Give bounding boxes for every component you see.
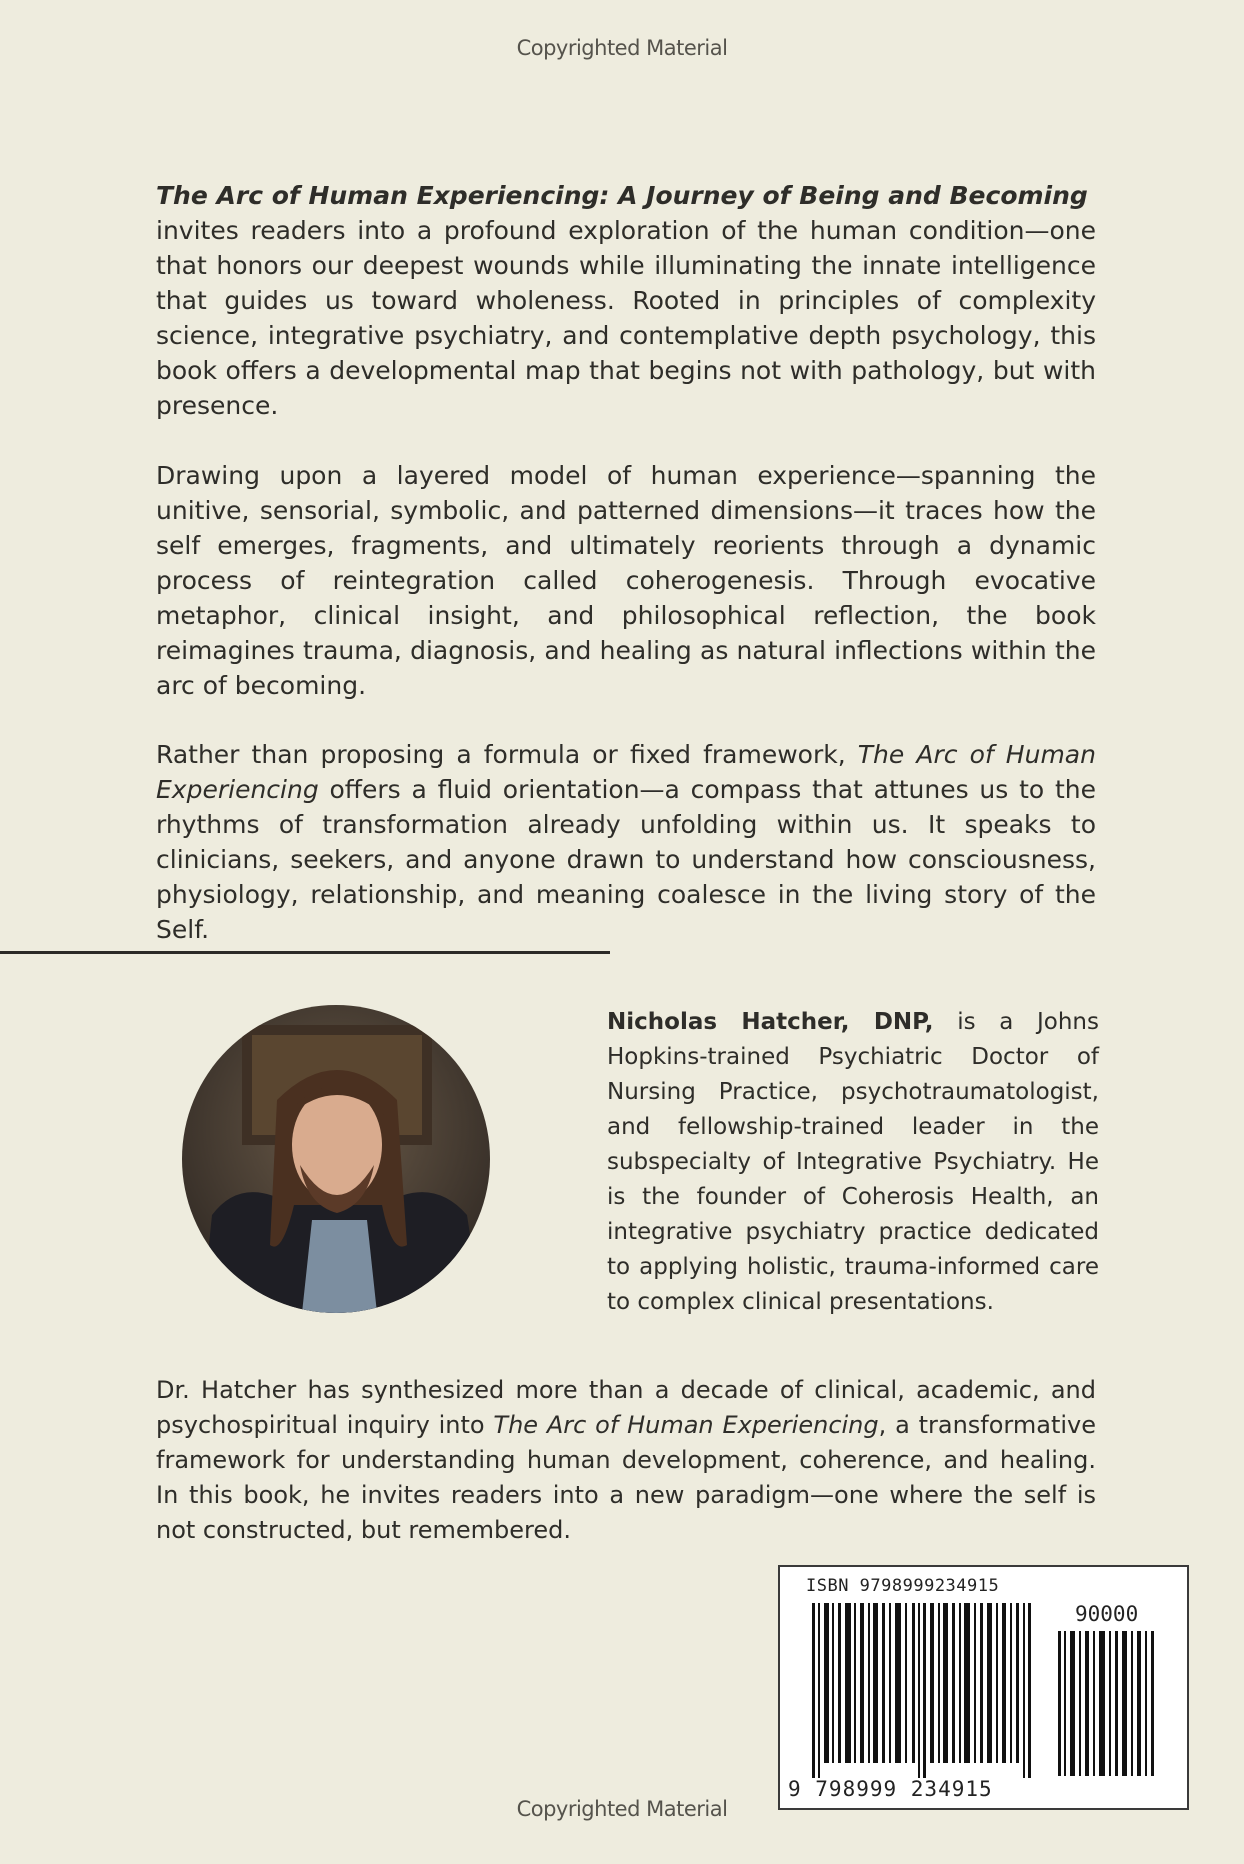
barcode-digits: 9 798999 234915 <box>788 1777 993 1801</box>
copyright-watermark-bottom: Copyrighted Material <box>516 1797 728 1821</box>
blurb-paragraph-2: Drawing upon a layered model of human experience—spanning the unitive, sensorial, symbolic, and patterned dimensions—it traces how the self emerges, fragments, and ultimately reorients through a dynamic process of reintegration called coherogenesis. Through evocative metaphor, clinical insight, and philosophical reflection, the book reimagines trauma, diagnosis, and healing as natural inflections within the arc of becoming. <box>156 461 1096 700</box>
isbn-barcode <box>778 1565 1189 1810</box>
barcode-bars <box>812 1603 1052 1778</box>
closing-rest: , a transformative framework for understanding human development, coherence, and healing. In this book, he invites readers into a new paradigm—one where the self is not constructed, but remembered. <box>156 1411 1096 1544</box>
blurb-paragraph-3-title: The Arc of Human Experiencing <box>156 740 1096 804</box>
blurb-paragraph-1-text: invites readers into a profound exploration of the human condition—one that honors our deepest wounds while illuminating the innate intelligence that guides us toward wholeness. Rooted in principles of complexity science, integrative psychiatry, and contemplative depth psychology, this book offers a developmental map that begins not with pathology, but with presence. <box>156 216 1096 420</box>
blurb-paragraph-3-lead: Rather than proposing a formula or fixed framework, <box>156 740 858 769</box>
author-photo <box>182 1005 490 1313</box>
blurb-paragraph-3-rest: offers a fluid orientation—a compass that attunes us to the rhythms of transformation already unfolding within us. It speaks to clinicians, seekers, and anyone drawn to understand how consciousness, physiology, relationship, and meaning coalesce in the living story of the Self. <box>156 775 1096 944</box>
closing-lead: Dr. Hatcher has synthesized more than a decade of clinical, academic, and psychospiritual inquiry into <box>156 1376 1096 1439</box>
isbn-number: ISBN 9798999234915 <box>806 1576 1000 1596</box>
section-divider <box>0 951 610 954</box>
addon-barcode-bars <box>1058 1631 1168 1776</box>
author-bio <box>607 1005 1099 1320</box>
closing-title: The Arc of Human Experiencing <box>493 1411 879 1439</box>
closing-paragraph <box>156 1373 1096 1548</box>
copyright-watermark-top: Copyrighted Material <box>516 36 728 60</box>
blurb-paragraph-3 <box>156 737 1096 947</box>
price-code: 90000 <box>1075 1602 1139 1626</box>
book-title: The Arc of Human Experiencing: A Journey of Being and Becoming <box>156 181 1088 210</box>
author-bio-text: is a Johns Hopkins-trained Psychiatric Doctor of Nursing Practice, psychotraumatologist, and fellowship-trained leader in the subspecialty of Integrative Psychiatry. He is the founder of Coherosis Health, an integrative psychiatry practice dedicated to applying holistic, trauma-informed care to complex clinical presentations. <box>607 1009 1099 1315</box>
blurb-paragraph-1 <box>156 178 1096 423</box>
author-name: Nicholas Hatcher, DNP, <box>607 1009 934 1035</box>
